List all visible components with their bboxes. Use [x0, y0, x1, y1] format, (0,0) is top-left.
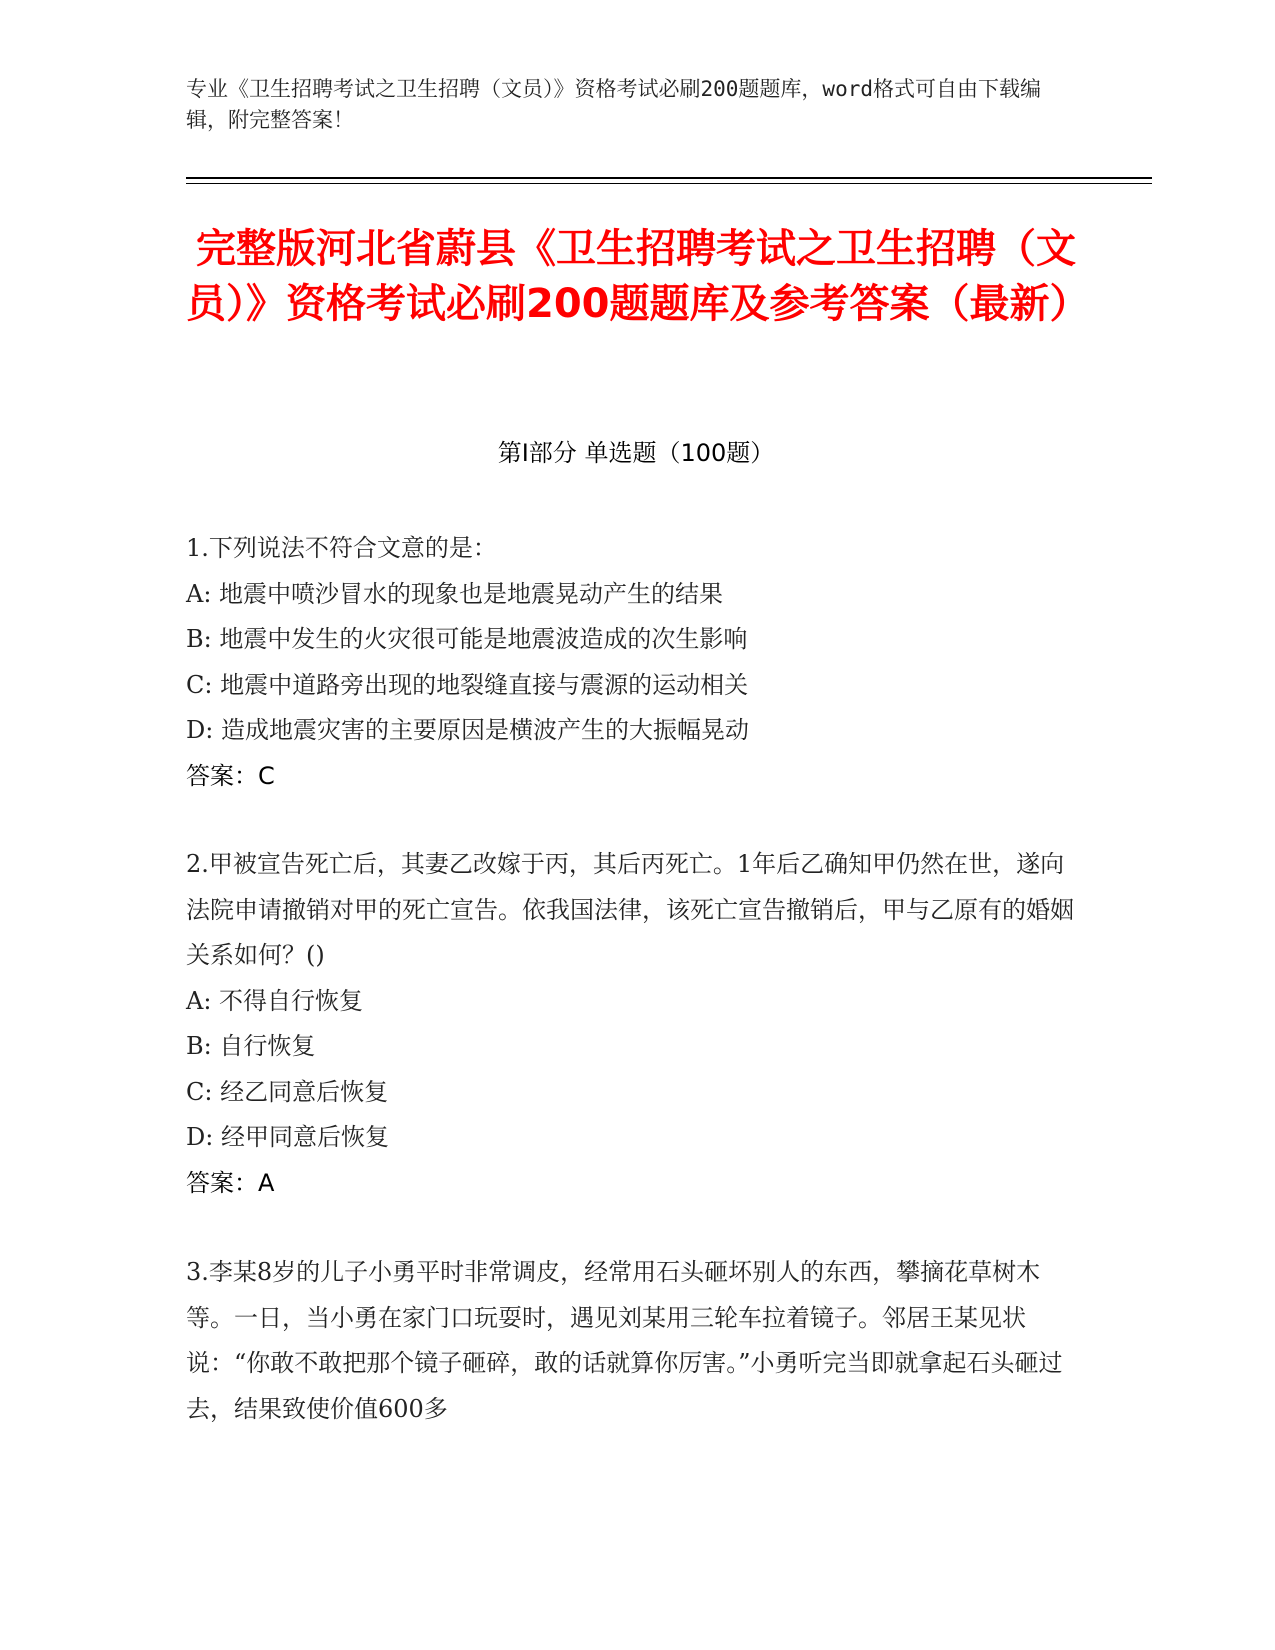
- option-b: B: 地震中发生的火灾很可能是地震波造成的次生影响: [186, 625, 748, 653]
- header-rule-thick: [186, 177, 1152, 179]
- option-d: D: 经甲同意后恢复: [186, 1123, 389, 1151]
- option-c: C: 经乙同意后恢复: [186, 1077, 389, 1106]
- answer: 答案：C: [186, 761, 275, 790]
- answer: 答案：A: [186, 1168, 275, 1197]
- question-stem: 1.下列说法不符合文意的是：: [186, 534, 497, 562]
- section-heading: 第I部分 单选题（100题）: [497, 439, 775, 467]
- question-1: [186, 526, 1086, 799]
- question-2: [186, 842, 1086, 1206]
- option-b: B: 自行恢复: [186, 1032, 316, 1060]
- header-rule-thin: [186, 183, 1152, 184]
- question-3: [186, 1250, 1086, 1432]
- header-note: 专业《卫生招聘考试之卫生招聘（文员）》资格考试必刷200题题库，word格式可自由下载编辑，附完整答案！: [186, 77, 1041, 132]
- option-c: C: 地震中道路旁出现的地裂缝直接与震源的运动相关: [186, 670, 749, 699]
- option-d: D: 造成地震灾害的主要原因是横波产生的大振幅晃动: [186, 716, 749, 744]
- question-stem: 2.甲被宣告死亡后，其妻乙改嫁于丙，其后丙死亡。1年后乙确知甲仍然在世，遂向法院申请撤销对甲的死亡宣告。依我国法律，该死亡宣告撤销后，甲与乙原有的婚姻关系如何？(): [186, 850, 1074, 969]
- question-stem: 3.李某8岁的儿子小勇平时非常调皮，经常用石头砸坏别人的东西，攀摘花草树木等。一日，当小勇在家门口玩耍时，遇见刘某用三轮车拉着镜子。邻居王某见状说：“你敢不敢把那个镜子砸碎，敢的话就算你厉害。”小勇听完当即就拿起石头砸过去，结果致使价值600多: [186, 1258, 1063, 1423]
- option-a: A: 不得自行恢复: [186, 986, 364, 1015]
- option-a: A: 地震中喷沙冒水的现象也是地震晃动产生的结果: [186, 579, 724, 608]
- document-title: 完整版河北省蔚县《卫生招聘考试之卫生招聘（文员）》资格考试必刷200题题库及参考答案（最新）: [186, 226, 1090, 327]
